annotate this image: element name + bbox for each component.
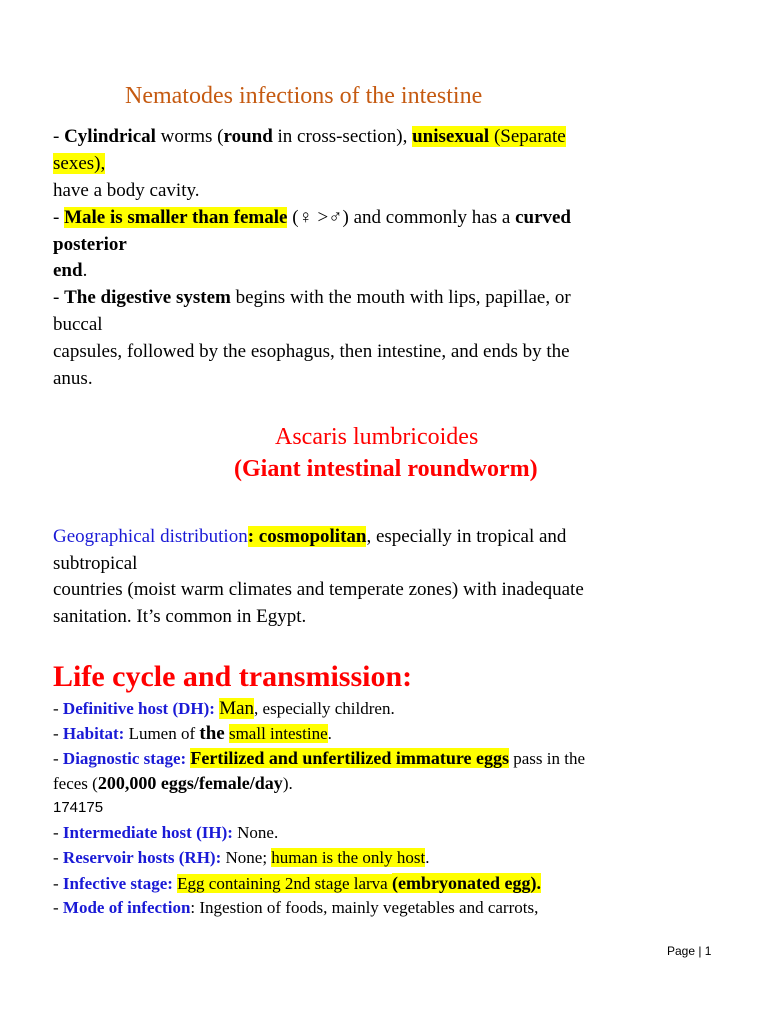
text: None. [232,823,279,842]
text: worms ( [155,126,224,147]
text: in cross-section), [272,126,413,147]
highlight-small-intestine: small intestine [228,724,328,743]
dash: - [53,207,65,228]
ascaris-common-name: (Giant intestinal roundworm) [234,456,538,482]
text: pass in the [509,749,586,768]
intermediate-host-line [53,823,278,843]
definitive-host-line [53,698,395,720]
highlight-separate: (Separate [489,126,566,147]
habitat-line [53,723,332,745]
dash: - [53,749,63,768]
geo-label: Geographical distribution [53,526,248,547]
term-cylindrical: Cylindrical [64,126,156,147]
text: None; [221,848,272,867]
dash: - [53,724,63,743]
geo-line-3: countries (moist warm climates and temperate zones) with inadequate [53,579,584,600]
text: Lumen of [124,724,200,743]
term-digestive: The digestive system [64,287,231,308]
mode-label: Mode of infection [62,898,191,917]
dash: - [53,823,63,842]
highlight-human-only-host: human is the only host [271,848,426,867]
term-egg-count: 200,000 eggs/female/day [97,773,283,793]
stray-number: 174175 [53,799,104,816]
text: . [425,848,430,867]
intro-line-5: posterior [53,234,127,255]
intro-line-2 [53,153,105,175]
dash: - [53,848,63,867]
life-cycle-heading: Life cycle and transmission: [53,660,413,693]
text: , especially children. [254,699,395,718]
highlight-sexes: sexes), [53,153,106,174]
intro-line-4 [53,207,571,229]
infective-label: Infective stage: [62,874,173,893]
text: , especially in tropical and [366,526,567,547]
geo-line-4: sanitation. It’s common in Egypt. [53,606,307,627]
intro-line-8: buccal [53,314,103,335]
term-the: the [199,723,225,744]
ih-label: Intermediate host (IH): [62,823,233,842]
reservoir-hosts-line [53,848,430,868]
intro-line-7 [53,287,571,309]
term-round: round [223,126,273,147]
text: . [82,260,88,281]
intro-line-9: capsules, followed by the esophagus, then intestine, and ends by the [53,341,570,362]
dash: - [53,287,65,308]
intro-line-1 [53,126,566,148]
diagnostic-stage-line-2 [53,773,293,794]
highlight-eggs: Fertilized and unfertilized immature eggs [190,748,510,768]
dh-label: Definitive host (DH): [62,699,215,718]
dash: - [53,874,63,893]
intro-line-3: have a body cavity. [53,180,200,201]
text: begins with the mouth with lips, papillae, or [230,287,571,308]
highlight-unisexual: unisexual [412,126,490,147]
intro-line-10: anus. [53,368,93,389]
term-end: end [53,260,83,281]
page-title: Nematodes infections of the intestine [125,83,483,109]
text: : Ingestion of foods, mainly vegetables and carrots, [190,898,539,917]
geo-line-2: subtropical [53,553,138,574]
diagnostic-stage-line-1 [53,748,585,769]
highlight-embryonated: (embryonated egg). [391,873,541,893]
text: (♀ >♂) and commonly has a [287,207,516,228]
highlight-male-smaller: Male is smaller than female [64,207,288,228]
text: . [327,724,332,743]
highlight-man: Man [219,698,255,719]
term-curved: curved [515,207,571,228]
habitat-label: Habitat: [62,724,125,743]
infective-stage-line [53,873,541,894]
rh-label: Reservoir hosts (RH): [62,848,222,867]
ascaris-heading: Ascaris lumbricoides [275,424,479,450]
geo-line-1 [53,526,566,548]
dash: - [53,126,65,147]
dash: - [53,699,63,718]
highlight-egg-larva: Egg containing 2nd stage larva [177,874,392,893]
text: ). [282,774,293,793]
diagnostic-label: Diagnostic stage: [62,749,187,768]
text: feces ( [53,774,98,793]
highlight-cosmopolitan: : cosmopolitan [247,526,367,547]
page-number: Page | 1 [667,944,712,958]
dash: - [53,898,63,917]
mode-of-infection-line [53,898,538,918]
intro-line-6 [53,260,87,282]
